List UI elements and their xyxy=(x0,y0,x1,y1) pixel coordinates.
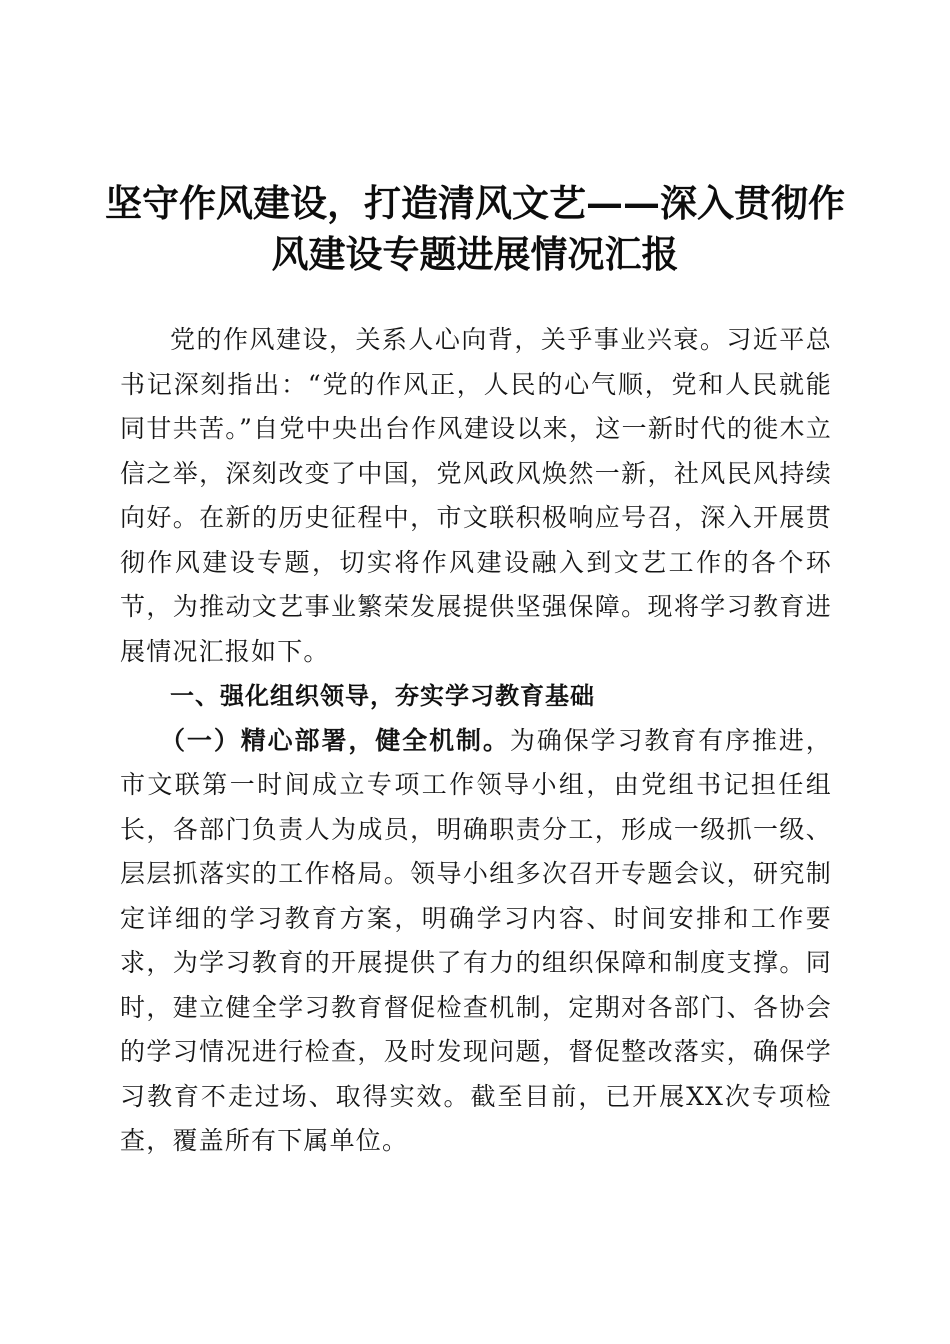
section-1-heading: 一、强化组织领导，夯实学习教育基础 xyxy=(170,682,595,710)
intro-paragraph: 党的作风建设，关系人心向背，关乎事业兴衰。习近平总书记深刻指出：“党的作风正，人民的心气顺，党和人民就能同甘共苦。”自党中央出台作风建设以来，这一新时代的徙木立信之举，深刻改变了中国，党风政风焕然一新，社风民风持续向好。在新的历史征程中，市文联积极响应号召，深入开展贯彻作风建设专题，切实将作风建设融入到文艺工作的各个环节，为推动文艺事业繁荣发展提供坚强保障。现将学习教育进展情况汇报如下。 xyxy=(120,325,832,666)
subsection-1-text: 为确保学习教育有序推进，市文联第一时间成立专项工作领导小组，由党组书记担任组长，各部门负责人为成员，明确职责分工，形成一级抓一级、层层抓落实的工作格局。领导小组多次召开专题会议，研究制定详细的学习教育方案，明确学习内容、时间安排和工作要求，为学习教育的开展提供了有力的组织保障和制度支撑。同时，建立健全学习教育督促检查机制，定期对各部门、各协会的学习情况进行检查，及时发现问题，督促整改落实，确保学习教育不走过场、取得实效。截至目前，已开展XX次专项检查，覆盖所有下属单位。 xyxy=(120,725,832,1155)
title-line-2: 风建设专题进展情况汇报 xyxy=(271,232,679,276)
document-body xyxy=(120,318,832,1164)
document-title xyxy=(100,178,850,280)
subsection-1-paragraph xyxy=(120,719,832,1164)
title-line-1: 坚守作风建设，打造清风文艺——深入贯彻作 xyxy=(105,181,845,225)
subsection-1-label: （一）精心部署，健全机制。 xyxy=(160,725,510,755)
